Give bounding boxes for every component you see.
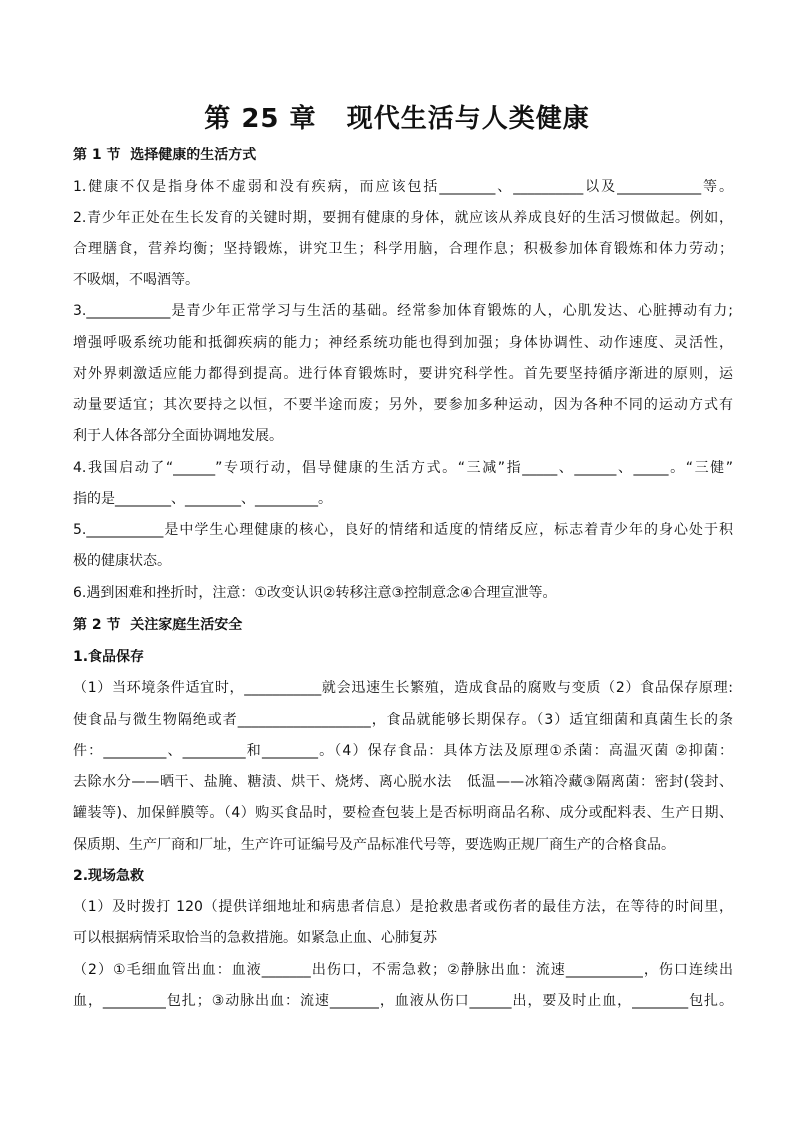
paragraph-line: 保质期、生产厂商和厂址，生产许可证编号及产品标准代号等，要选购正规厂商生产的合格食品。 <box>73 837 675 853</box>
paragraph-line: 不吸烟，不喝酒等。 <box>73 272 199 288</box>
paragraph-line: 罐装等)、加保鲜膜等。（4）购买食品时，要检查包装上是否标明商品名称、成分或配料表、生产日期、 <box>73 805 733 821</box>
paragraph-line: 3.____________是青少年正常学习与生活的基础。经常参加体育锻炼的人，心肌发达、心脏搏动有力; <box>73 303 733 319</box>
paragraph-line: 利于人体各部分全面协调地发展。 <box>73 428 283 444</box>
paragraph-line: 6.遇到困难和挫折时，注意：①改变认识②转移注意③控制意念④合理宣泄等。 <box>73 585 557 601</box>
paragraph-line: 4.我国启动了“______”专项行动，倡导健康的生活方式。“三减”指_____、______、_____。“三健” <box>73 460 733 476</box>
paragraph-line: 2.青少年正处在生长发育的关键时期，要拥有健康的身体，就应该从养成良好的生活习惯做起。例如， <box>73 210 733 226</box>
subsection-heading: 2.现场急救 <box>73 868 145 884</box>
paragraph-line: 去除水分——晒干、盐腌、糖渍、烘干、烧烤、离心脱水法 低温——冰箱冷藏③隔离菌：密封(袋封、 <box>73 774 733 790</box>
paragraph-line: （2）①毛细血管出血：血液_______出伤口，不需急救；②静脉出血：流速___________，伤口连续出 <box>73 962 733 978</box>
subsection-heading: 1.食品保存 <box>73 649 145 665</box>
paragraph-line: 合理膳食，营养均衡；坚持锻炼，讲究卫生；科学用脑，合理作息；积极参加体育锻炼和体力劳动； <box>73 241 733 257</box>
paragraph-line: 使食品与微生物隔绝或者___________________，食品就能够长期保存。（3）适宜细菌和真菌生长的条 <box>73 712 733 728</box>
paragraph-line: 极的健康状态。 <box>73 553 171 569</box>
paragraph-line: 5.___________是中学生心理健康的核心，良好的情绪和适度的情绪反应，标志着青少年的身心处于积 <box>73 522 733 538</box>
paragraph-line: 血，_________包扎；③动脉出血：流速_______，血液从伤口______出，要及时止血，________包扎。 <box>73 993 733 1009</box>
paragraph-line: 动量要适宜；其次要持之以恒，不要半途而废；另外，要参加多种运动，因为各种不同的运动方式有 <box>73 397 733 413</box>
paragraph-line: （1）当环境条件适宜时，___________就会迅速生长繁殖，造成食品的腐败与变质（2）食品保存原理: <box>73 680 733 696</box>
paragraph-line: 增强呼吸系统功能和抵御疾病的能力；神经系统功能也得到加强；身体协调性、动作速度、灵活性， <box>73 335 733 351</box>
paragraph-line: 对外界刺激适应能力都得到提高。进行体育锻炼时，要讲究科学性。首先要坚持循序渐进的原则，运 <box>73 366 733 382</box>
paragraph-line: （1）及时拨打 120（提供详细地址和病患者信息）是抢救患者或伤者的最佳方法，在等待的时间里， <box>73 899 733 915</box>
chapter-title: 第 25 章 现代生活与人类健康 <box>204 104 590 134</box>
paragraph-line: 1.健康不仅是指身体不虚弱和没有疾病，而应该包括________、__________以及____________等。 <box>73 179 733 195</box>
section-heading-2: 第 2 节 关注家庭生活安全 <box>73 617 243 633</box>
paragraph-line: 可以根据病情采取恰当的急救措施。如紧急止血、心肺复苏 <box>73 930 437 946</box>
section-heading-1: 第 1 节 选择健康的生活方式 <box>73 147 257 163</box>
paragraph-line: 件：_________、_________和________。（4）保存食品：具体方法及原理①杀菌：高温灭菌 ②抑菌： <box>73 743 733 759</box>
paragraph-line: 指的是________、________、_________。 <box>73 491 332 507</box>
